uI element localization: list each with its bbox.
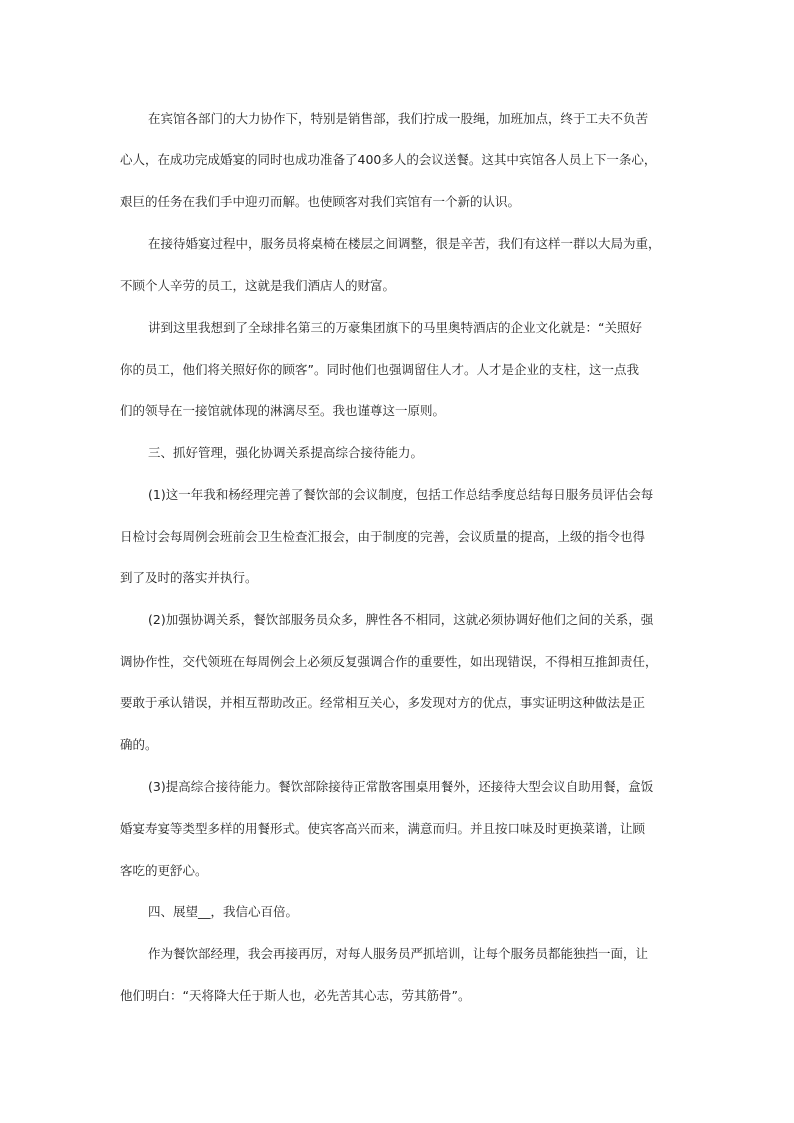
section-heading: 三、抓好管理，强化协调关系提高综合接待能力。: [148, 445, 424, 460]
paragraph-line: 作为餐饮部经理，我会再接再厉，对每人服务员严抓培训，让每个服务员都能独挡一面，让: [148, 946, 649, 961]
paragraph-line: 日检讨会每周例会班前会卫生检查汇报会，由于制度的完善，会议质量的提高，上级的指令也得: [120, 529, 646, 544]
paragraph-line: (3)提高综合接待能力。餐饮部除接待正常散客围桌用餐外，还接待大型会议自助用餐，盒饭: [148, 779, 654, 794]
paragraph-line: 你的员工，他们将关照好你的顾客”。同时他们也强调留住人才。人才是企业的支柱，这一点我: [120, 362, 639, 377]
paragraph-line: 讲到这里我想到了全球排名第三的万豪集团旗下的马里奥特酒店的企业文化就是：“关照好: [148, 320, 642, 335]
paragraph-line: 在接待婚宴过程中，服务员将桌椅在楼层之间调整，很是辛苦，我们有这样一群以大局为重，: [148, 236, 661, 251]
paragraph-line: (2)加强协调关系，餐饮部服务员众多，脾性各不相同，这就必须协调好他们之间的关系，强: [148, 612, 654, 627]
paragraph-line: 们的领导在一接馆就体现的淋漓尽至。我也谨尊这一原则。: [120, 403, 446, 418]
paragraph-line: 艰巨的任务在我们手中迎刃而解。也使顾客对我们宾馆有一个新的认识。: [120, 194, 521, 209]
paragraph-line: 确的。: [120, 737, 158, 752]
paragraph-line: 调协作性，交代领班在每周例会上必须反复强调合作的重要性，如出现错误，不得相互推卸责任，: [120, 654, 658, 669]
paragraph-line: 婚宴寿宴等类型多样的用餐形式。使宾客高兴而来，满意而归。并且按口味及时更换菜谱，让顾: [120, 821, 646, 836]
paragraph-line: 客吃的更舒心。: [120, 863, 208, 878]
paragraph-line: 他们明白：“天将降大任于斯人也，必先苦其心志，劳其筋骨”。: [120, 988, 471, 1003]
paragraph-line: 心人，在成功完成婚宴的同时也成功准备了400多人的会议送餐。这其中宾馆各人员上下一条心，: [120, 152, 657, 167]
paragraph-line: (1)这一年我和杨经理完善了餐饮部的会议制度，包括工作总结季度总结每日服务员评估会每: [148, 487, 654, 502]
section-heading: 四、展望__，我信心百倍。: [148, 904, 299, 919]
paragraph-line: 到了及时的落实并执行。: [120, 570, 258, 585]
paragraph-line: 要敢于承认错误，并相互帮助改正。经常相互关心，多发现对方的优点，事实证明这种做法是正: [120, 695, 646, 710]
paragraph-line: 不顾个人辛劳的员工，这就是我们酒店人的财富。: [120, 278, 396, 293]
paragraph-line: 在宾馆各部门的大力协作下，特别是销售部，我们拧成一股绳，加班加点，终于工夫不负苦: [148, 111, 649, 126]
